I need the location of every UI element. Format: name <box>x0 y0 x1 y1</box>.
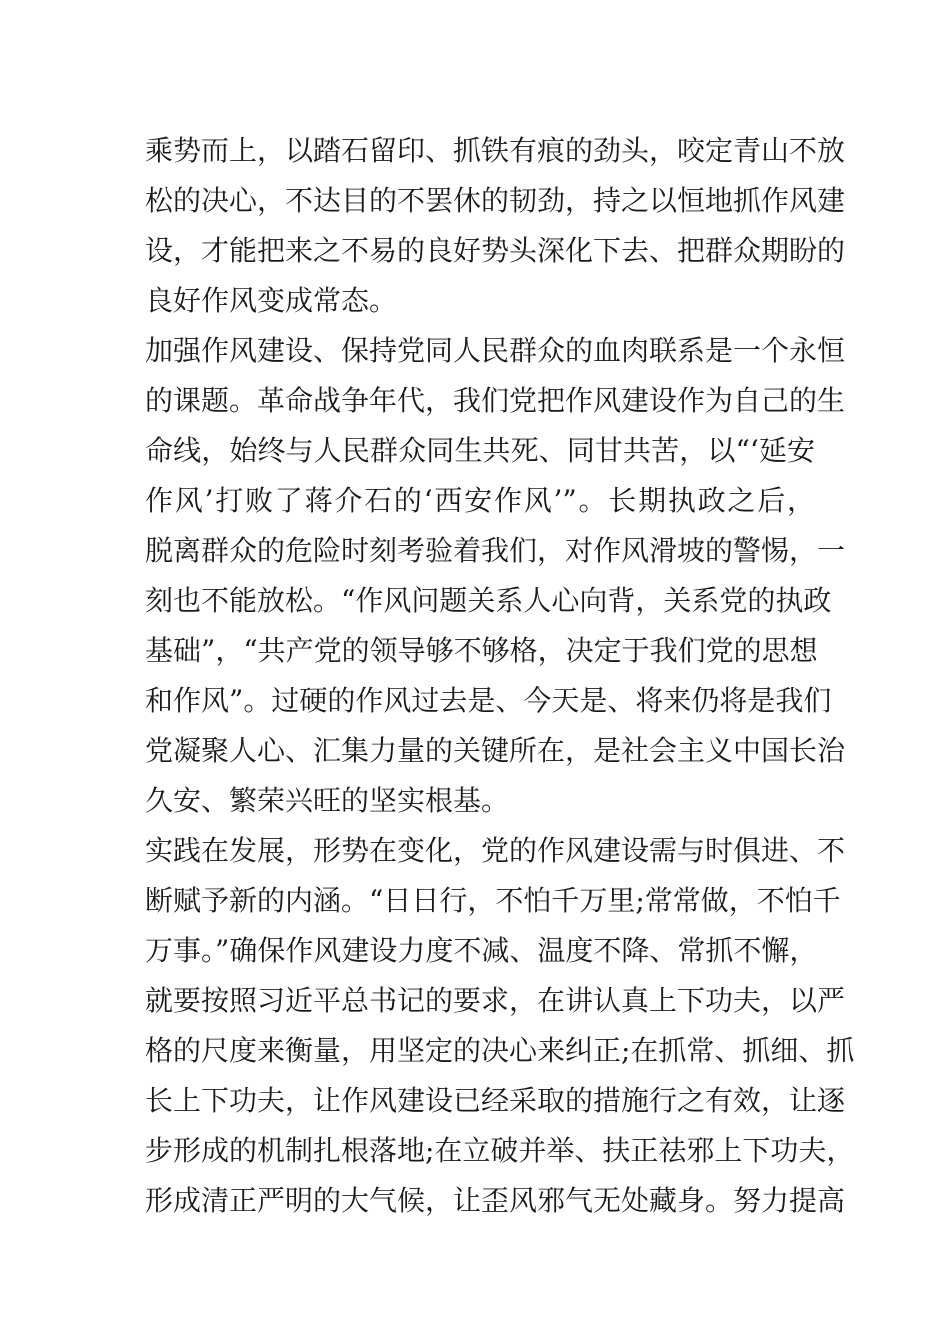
text-line: 和作风”。过硬的作风过去是、今天是、将来仍将是我们 <box>145 684 832 717</box>
text-line: 基础”，“共产党的领导够不够格，决定于我们党的思想 <box>145 634 818 667</box>
text-line: 的课题。革命战争年代，我们党把作风建设作为自己的生 <box>145 384 846 417</box>
text-line: 加强作风建设、保持党同人民群众的血肉联系是一个永恒 <box>145 334 846 367</box>
text-line: 命线，始终与人民群众同生共死、同甘共苦，以“‘延安 <box>145 434 815 467</box>
text-line: 设，才能把来之不易的良好势头深化下去、把群众期盼的 <box>145 234 846 267</box>
text-line: 形成清正严明的大气候，让歪风邪气无处藏身。努力提高 <box>145 1184 846 1217</box>
document-body <box>145 126 855 1226</box>
text-line: 乘势而上，以踏石留印、抓铁有痕的劲头，咬定青山不放 <box>145 134 846 167</box>
text-line: 党凝聚人心、汇集力量的关键所在，是社会主义中国长治 <box>145 734 846 767</box>
text-line: 万事。”确保作风建设力度不减、温度不降、常抓不懈， <box>145 934 818 967</box>
text-line: 格的尺度来衡量，用坚定的决心来纠正;在抓常、抓细、抓 <box>145 1034 855 1067</box>
text-line: 步形成的机制扎根落地;在立破并举、扶正祛邪上下功夫， <box>145 1134 855 1167</box>
text-line: 脱离群众的危险时刻考验着我们，对作风滑坡的警惕，一 <box>145 534 846 567</box>
text-line: 实践在发展，形势在变化，党的作风建设需与时俱进、不 <box>145 834 846 867</box>
text-line: 刻也不能放松。“作风问题关系人心向背，关系党的执政 <box>145 584 832 617</box>
text-line: 长上下功夫，让作风建设已经采取的措施行之有效，让逐 <box>145 1084 846 1117</box>
text-line: 断赋予新的内涵。“日日行，不怕千万里;常常做，不怕千 <box>145 884 841 917</box>
text-line: 松的决心，不达目的不罢休的韧劲，持之以恒地抓作风建 <box>145 184 846 217</box>
text-line: 就要按照习近平总书记的要求，在讲认真上下功夫，以严 <box>145 984 846 1017</box>
text-line: 久安、繁荣兴旺的坚实根基。 <box>145 784 510 817</box>
text-line: 良好作风变成常态。 <box>145 284 398 317</box>
text-line: 作风’打败了蒋介石的‘西安作风’”。长期执政之后， <box>145 484 815 517</box>
